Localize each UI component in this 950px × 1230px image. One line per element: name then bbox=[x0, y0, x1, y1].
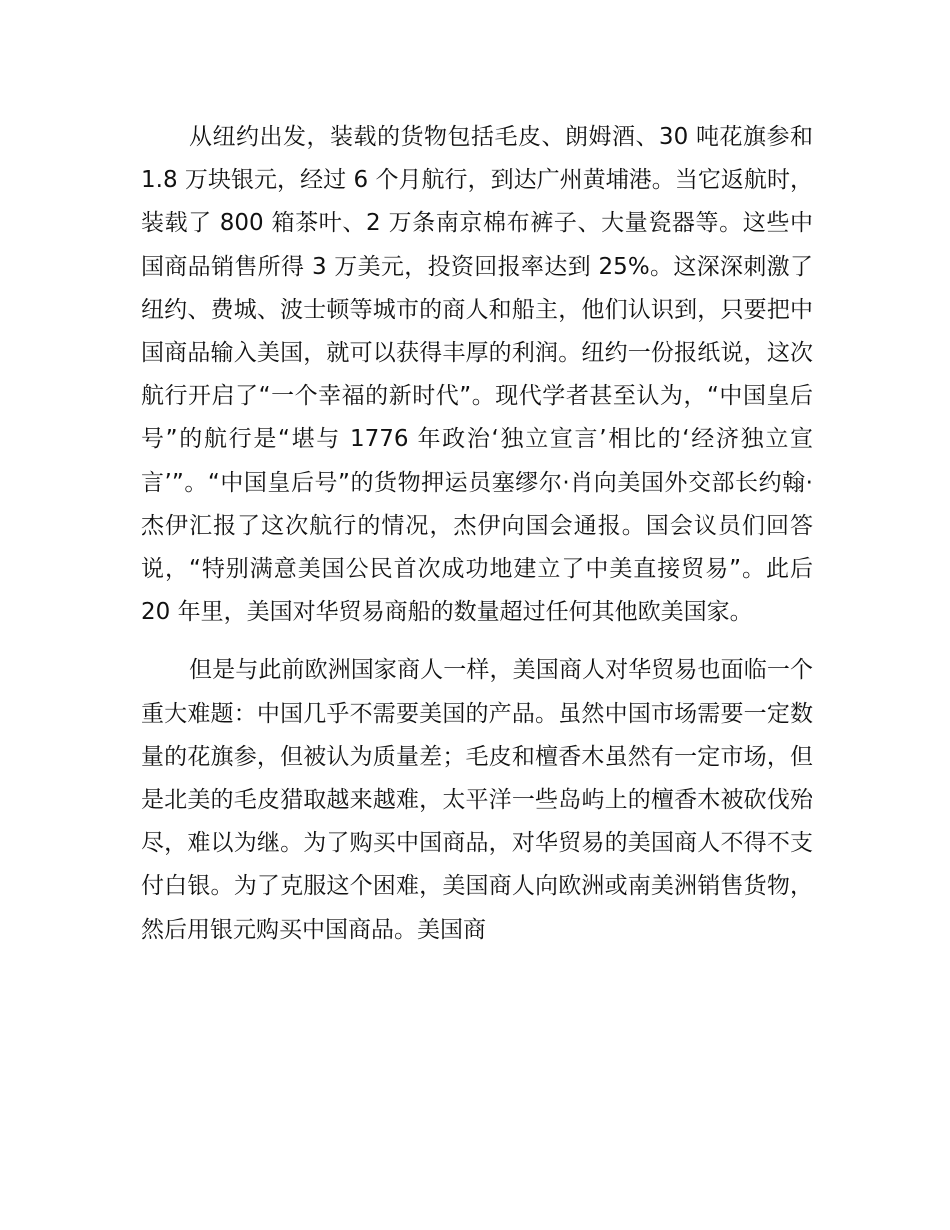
paragraph-2: 但是与此前欧洲国家商人一样，美国商人对华贸易也面临一个重大难题：中国几乎不需要美国的产品。虽然中国市场需要一定数量的花旗参，但被认为质量差；毛皮和檀香木虽然有一定市场，但是北美的毛皮猎取越来越难，太平洋一些岛屿上的檀香木被砍伐殆尽，难以为继。为了购买中国商品，对华贸易的美国商人不得不支付白银。为了克服这个困难，美国商人向欧洲或南美洲销售货物，然后用银元购买中国商品。美国商 bbox=[141, 657, 813, 943]
paragraph-1: 从纽约出发，装载的货物包括毛皮、朗姆酒、30 吨花旗参和 1.8 万块银元，经过 6 个月航行，到达广州黄埔港。当它返航时，装载了 800 箱茶叶、2 万条南京棉布裤子、大量瓷器等。这些中国商品销售所得 3 万美元，投资回报率达到 25%。这深深刺激了纽约、费城、波士顿等城市的商人和船主，他们认识到，只要把中国商品输入美国，就可以获得丰厚的利润。纽约一份报纸说，这次航行开启了“一个幸福的新时代”。现代学者甚至认为，“中国皇后号”的航行是“堪与 1776 年政治‘独立宣言’相比的‘经济独立宣言’”。“中国皇后号”的货物押运员塞缪尔·肖向美国外交部长约翰·杰伊汇报了这次航行的情况，杰伊向国会通报。国会议员们回答说，“特别满意美国公民首次成功地建立了中美直接贸易”。此后 20 年里，美国对华贸易商船的数量超过任何其他欧美国家。 bbox=[141, 124, 813, 626]
document-page bbox=[141, 116, 813, 952]
